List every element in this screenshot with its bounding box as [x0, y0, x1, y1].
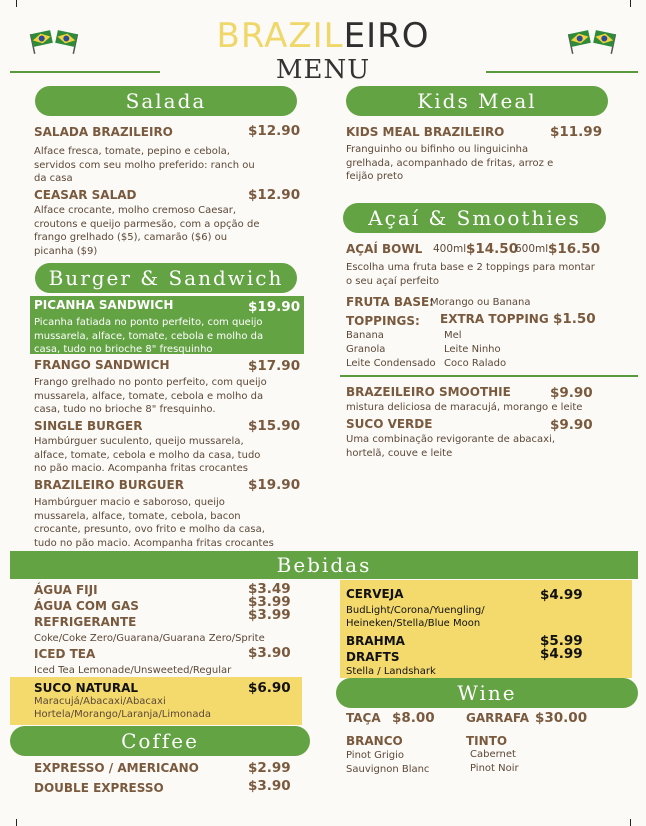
header-rule — [10, 71, 160, 73]
topping-item: Leite Condensado — [346, 358, 436, 369]
item-name: SUCO NATURAL — [34, 681, 139, 695]
item-name: REFRIGERANTE — [34, 615, 137, 629]
section-bebidas: Bebidas — [10, 551, 638, 579]
fruta-base-options: Morango ou Banana — [430, 297, 531, 308]
item-price: $6.90 — [248, 680, 291, 696]
item-desc: Hambúrguer suculento, queijo mussarela, alface, tomate, cebola e molho da casa, tudo no pão macio. Acompanha fritas crocantes — [34, 436, 261, 474]
section-salada: Salada — [35, 86, 297, 116]
item-name: ÁGUA COM GAS — [34, 599, 139, 613]
item-price: $3.90 — [248, 645, 291, 661]
item-desc: Iced Tea Lemonade/Unsweeted/Regular — [34, 665, 232, 676]
item-price: $9.90 — [550, 385, 593, 401]
topping-item: Banana — [346, 330, 384, 341]
item-price: $4.99 — [540, 587, 583, 603]
item-desc: Escolha uma fruta base e 2 toppings para montar o seu açaí perfeito — [346, 262, 595, 287]
brand-title — [0, 16, 646, 56]
item-name: DOUBLE EXPRESSO — [34, 781, 164, 795]
wine-item: Cabernet — [470, 749, 516, 760]
item-price: $19.90 — [248, 477, 301, 493]
section-acai: Açaí & Smoothies — [343, 203, 606, 233]
item-name: BRAZILEIRO BURGUER — [34, 478, 184, 492]
item-desc: Alface fresca, tomate, pepino e cebola, servidos com seu molho preferido: ranch ou da casa — [34, 146, 255, 184]
item-price: $3.99 — [248, 607, 291, 623]
item-price: $11.99 — [550, 124, 603, 140]
item-price: $17.90 — [248, 358, 301, 374]
crop-mark — [16, 0, 17, 7]
item-price: $14.50 — [466, 241, 519, 257]
item-desc: Frango grelhado no ponto perfeito, com queijo mussarela, alface, tomate, cebola e molho da casa, tudo no brioche 8" fresquinho. — [34, 377, 267, 415]
fruta-base-label: FRUTA BASE: — [346, 295, 434, 309]
item-desc: mistura deliciosa de maracujá, morango e leite — [346, 402, 583, 413]
item-name: SINGLE BURGER — [34, 419, 143, 433]
item-price: $2.99 — [248, 760, 291, 776]
item-desc: Coke/Coke Zero/Guarana/Guarana Zero/Sprite — [34, 633, 265, 644]
item-name: FRANGO SANDWICH — [34, 358, 170, 372]
item-price: $1.50 — [553, 311, 596, 327]
brand-highlight: BRAZIL — [216, 16, 344, 56]
item-price: $12.90 — [248, 123, 301, 139]
wine-bottle-label: GARRAFA — [466, 711, 530, 725]
item-name: DRAFTS — [346, 650, 400, 664]
toppings-label: TOPPINGS: — [346, 314, 420, 328]
item-desc: Uma combinação revigorante de abacaxi, hortelã, couve e leite — [346, 434, 556, 459]
item-desc: Heineken/Stella/Blue Moon — [346, 618, 481, 629]
wine-item: Sauvignon Blanc — [346, 764, 430, 775]
size-label: 400ml — [433, 243, 467, 255]
section-burger: Burger & Sandwich — [35, 263, 297, 293]
brand-rest: EIRO — [343, 16, 430, 56]
item-price: $30.00 — [535, 710, 588, 726]
extra-topping-label: EXTRA TOPPING — [440, 312, 549, 326]
item-name: EXPRESSO / AMERICANO — [34, 761, 199, 775]
item-name: BRAHMA — [346, 634, 405, 648]
item-name: ICED TEA — [34, 647, 96, 661]
item-price: $4.99 — [540, 646, 583, 662]
wine-branco-label: BRANCO — [346, 734, 403, 748]
wine-item: Pinot Grigio — [346, 750, 405, 761]
item-name: SUCO VERDE — [346, 417, 433, 431]
item-name: PICANHA SANDWICH — [34, 298, 174, 312]
item-name: CERVEJA — [346, 587, 404, 601]
wine-tinto-label: TINTO — [466, 734, 508, 748]
section-coffee: Coffee — [10, 726, 310, 756]
item-price: $5.99 — [540, 633, 583, 649]
item-name: KIDS MEAL BRAZILEIRO — [346, 125, 505, 139]
topping-item: Leite Ninho — [444, 344, 501, 355]
item-desc: Hambúrguer macio e saboroso, queijo mussarela, alface, tomate, cebola, bacon crocante, presunto, ovo frito e molho da casa, tudo no pão macio. Acompanha fritas crocantes — [34, 497, 274, 549]
item-price: $3.90 — [248, 778, 291, 794]
item-name: CEASAR SALAD — [34, 188, 137, 202]
topping-item: Granola — [346, 344, 386, 355]
item-price: $3.99 — [248, 594, 291, 610]
item-price: $15.90 — [248, 418, 301, 434]
item-name: ÁGUA FIJI — [34, 583, 98, 597]
item-desc: Stella / Landshark — [346, 666, 436, 677]
item-price: $8.00 — [392, 710, 435, 726]
item-desc: Maracujá/Abacaxi/Abacaxi — [34, 696, 166, 707]
item-price: $19.90 — [248, 299, 301, 315]
item-desc: Franguinho ou bifinho ou linguicinha grelhada, acompanhado de fritas, arroz e feijão preto — [346, 144, 554, 182]
item-name: SALADA BRAZILEIRO — [34, 125, 173, 139]
wine-glass-label: TAÇA — [346, 711, 381, 725]
section-divider — [340, 375, 638, 377]
section-wine: Wine — [336, 678, 638, 708]
menu-subtitle: MENU — [275, 55, 371, 85]
item-price: $16.50 — [548, 241, 601, 257]
crop-mark — [630, 819, 631, 826]
topping-item: Coco Ralado — [444, 358, 507, 369]
crop-mark — [16, 819, 17, 826]
item-desc: BudLight/Corona/Yuengling/ — [346, 605, 485, 616]
crop-mark — [630, 0, 631, 7]
item-desc: Alface crocante, molho cremoso Caesar, croutons e queijo parmesão, com a opção de frango grelhado ($5), camarão ($6) ou picanha ($9) — [34, 205, 260, 257]
section-kids: Kids Meal — [346, 86, 608, 116]
item-price: $12.90 — [248, 187, 301, 203]
size-label: 600ml — [515, 243, 549, 255]
topping-item: Mel — [444, 330, 462, 341]
item-name: AÇAÍ BOWL — [346, 242, 423, 256]
header-rule — [486, 71, 638, 73]
item-name: BRAZEILEIRO SMOOTHIE — [346, 385, 511, 399]
item-price: $3.49 — [248, 581, 291, 597]
item-desc: Picanha fatiada no ponto perfeito, com queijo mussarela, alface, tomate, cebola e molho da casa, tudo no brioche 8" fresquinho — [34, 317, 264, 355]
wine-item: Pinot Noir — [470, 763, 519, 774]
item-desc: Hortela/Morango/Laranja/Limonada — [34, 709, 211, 720]
item-price: $9.90 — [550, 417, 593, 433]
